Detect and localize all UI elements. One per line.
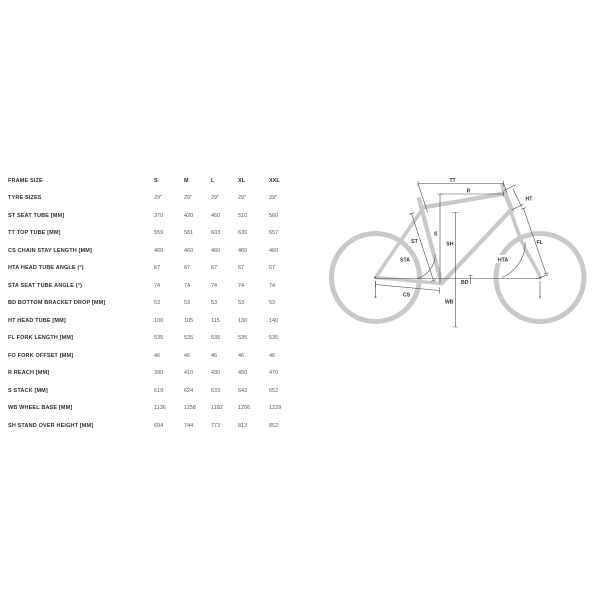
- spec-value-l: 460: [211, 247, 221, 254]
- spec-value-xxl: 53: [269, 300, 276, 307]
- sh-label: SH: [446, 241, 454, 248]
- spec-row: [8, 382, 308, 400]
- spec-value-xl: 74: [238, 282, 245, 289]
- spec-row: [8, 400, 308, 418]
- bike-geometry-diagram: [325, 166, 597, 340]
- tt-label: TT: [449, 178, 456, 184]
- spec-value-s: 535: [154, 335, 164, 342]
- wb-label: WB: [444, 299, 454, 306]
- spec-value-m: 744: [184, 422, 194, 429]
- spec-value-m: 105: [184, 317, 194, 324]
- spec-value-xxl: 140: [269, 317, 279, 324]
- spec-value-xl: 29": [238, 195, 247, 202]
- front-axle-dot: [539, 296, 541, 298]
- spec-row: [8, 312, 308, 330]
- spec-row: [8, 242, 308, 260]
- header-frame-size-label: FRAME SIZE: [8, 177, 43, 184]
- spec-row-label: CS CHAIN STAY LENGTH [MM]: [8, 247, 93, 254]
- column-header-l: L: [211, 177, 215, 184]
- spec-row: [8, 225, 308, 243]
- spec-value-xl: 1206: [238, 405, 251, 412]
- spec-row-label: BD BOTTOM BRACKET DROP [MM]: [8, 300, 106, 307]
- spec-value-l: 603: [211, 230, 221, 237]
- spec-row: [8, 260, 308, 278]
- ht-label: HT: [525, 196, 533, 203]
- top-tube: [423, 194, 505, 208]
- spec-value-s: 619: [154, 387, 164, 394]
- spec-value-xxl: 652: [269, 387, 279, 394]
- rear-axle-dot: [375, 296, 377, 298]
- spec-value-xxl: 74: [269, 282, 276, 289]
- spec-value-s: 46: [154, 352, 161, 359]
- bd-label: BD: [461, 280, 469, 286]
- spec-row: [8, 330, 308, 348]
- spec-value-m: 535: [184, 335, 194, 342]
- column-header-xl: XL: [238, 177, 246, 184]
- spec-value-s: 1136: [154, 405, 166, 412]
- spec-value-m: 46: [184, 352, 191, 359]
- spec-value-xxl: 560: [269, 212, 279, 219]
- spec-row-label: HTA HEAD TUBE ANGLE (°): [8, 265, 84, 272]
- spec-row: [8, 365, 308, 383]
- spec-value-xxl: 67: [269, 265, 276, 272]
- spec-value-m: 410: [184, 370, 194, 377]
- column-header-s: S: [154, 177, 158, 184]
- spec-value-l: 633: [211, 387, 221, 394]
- st-label: ST: [411, 239, 418, 245]
- fl-label: FL: [536, 240, 543, 246]
- spec-value-l: 67: [211, 265, 218, 272]
- spec-row: [8, 277, 308, 295]
- spec-value-l: 74: [211, 282, 218, 289]
- spec-value-xxl: 852: [269, 422, 279, 429]
- spec-row: [8, 190, 308, 208]
- spec-value-s: 694: [154, 422, 164, 429]
- spec-value-l: 773: [211, 422, 221, 429]
- spec-value-s: 559: [154, 230, 164, 237]
- spec-value-l: 46: [211, 352, 218, 359]
- spec-value-l: 460: [211, 212, 221, 219]
- spec-value-m: 53: [184, 300, 191, 307]
- spec-value-xxl: 46: [269, 352, 276, 359]
- spec-row-label: HT HEAD TUBE [MM]: [8, 317, 66, 324]
- spec-value-s: 74: [154, 282, 161, 289]
- spec-value-l: 115: [211, 317, 220, 324]
- spec-value-m: 581: [184, 230, 194, 237]
- spec-value-xxl: 1229: [269, 405, 282, 412]
- spec-value-xl: 643: [238, 387, 248, 394]
- sta-label: STA: [400, 257, 410, 264]
- spec-value-s: 370: [154, 212, 164, 219]
- spec-row-label: TYRE SIZES: [8, 195, 42, 202]
- spec-value-m: 420: [184, 212, 194, 219]
- spec-value-xxl: 470: [269, 370, 279, 377]
- spec-value-m: 1158: [184, 405, 196, 412]
- column-header-m: M: [184, 177, 189, 184]
- r-label: R: [466, 188, 471, 195]
- spec-row: [8, 295, 308, 313]
- geometry-spec-table: [8, 172, 308, 435]
- spec-row-label: TT TOP TUBE [MM]: [8, 230, 61, 237]
- spec-value-s: 390: [154, 370, 164, 377]
- spec-value-l: 430: [211, 370, 221, 377]
- spec-value-s: 29": [154, 195, 163, 202]
- axle-witness-lines: [376, 281, 541, 296]
- cs-label: CS: [402, 292, 411, 299]
- spec-value-xl: 450: [238, 370, 248, 377]
- spec-row-label: FO FORK OFFSET [MM]: [8, 352, 74, 359]
- spec-value-xl: 46: [238, 352, 245, 359]
- spec-value-l: 29": [211, 195, 220, 202]
- spec-value-xl: 535: [238, 335, 248, 342]
- spec-value-xl: 630: [238, 230, 248, 237]
- spec-value-s: 67: [154, 265, 161, 272]
- spec-row-label: SH STAND OVER HEIGHT [MM]: [8, 422, 94, 429]
- spec-value-l: 1182: [211, 405, 223, 412]
- spec-value-xxl: 29": [269, 195, 278, 202]
- spec-row: [8, 207, 308, 225]
- spec-value-l: 535: [211, 335, 221, 342]
- spec-value-l: 53: [211, 300, 218, 307]
- spec-value-s: 53: [154, 300, 161, 307]
- spec-row: [8, 347, 308, 365]
- spec-row: [8, 417, 308, 435]
- head-tube: [504, 191, 512, 211]
- tt-dimension-line: [418, 181, 504, 186]
- spec-row-label: R REACH [MM]: [8, 370, 50, 377]
- spec-value-xxl: 535: [269, 335, 279, 342]
- spec-value-m: 624: [184, 387, 194, 394]
- spec-row-label: FL FORK LENGTH [MM]: [8, 335, 74, 342]
- spec-row-label: STA SEAT TUBE ANGLE (°): [8, 282, 83, 289]
- spec-value-xl: 813: [238, 422, 248, 429]
- spec-row-label: ST SEAT TUBE [MM]: [8, 212, 65, 219]
- table-header-row: [8, 172, 308, 190]
- spec-value-m: 74: [184, 282, 191, 289]
- spec-value-m: 67: [184, 265, 191, 272]
- spec-row-label: WB WHEEL BASE [MM]: [8, 405, 73, 412]
- column-header-xxl: XXL: [269, 177, 280, 184]
- spec-value-xl: 53: [238, 300, 245, 307]
- spec-value-xl: 130: [238, 317, 248, 324]
- spec-value-xxl: 657: [269, 230, 279, 237]
- spec-row-label: S STACK [MM]: [8, 387, 48, 394]
- spec-value-xl: 510: [238, 212, 248, 219]
- spec-value-xxl: 460: [269, 247, 279, 254]
- spec-value-xl: 67: [238, 265, 245, 272]
- spec-value-s: 100: [154, 317, 164, 324]
- spec-table-body: [8, 190, 308, 435]
- hta-label: HTA: [497, 257, 509, 264]
- spec-value-xl: 460: [238, 247, 248, 254]
- bd-dimension-bracket: [469, 276, 473, 285]
- frame-tubes: [376, 185, 541, 284]
- spec-value-s: 460: [154, 247, 164, 254]
- spec-value-m: 460: [184, 247, 194, 254]
- front-axle-center: [539, 277, 541, 279]
- spec-value-m: 29": [184, 195, 193, 202]
- rear-axle-center: [375, 277, 377, 279]
- s-label: S: [434, 231, 438, 238]
